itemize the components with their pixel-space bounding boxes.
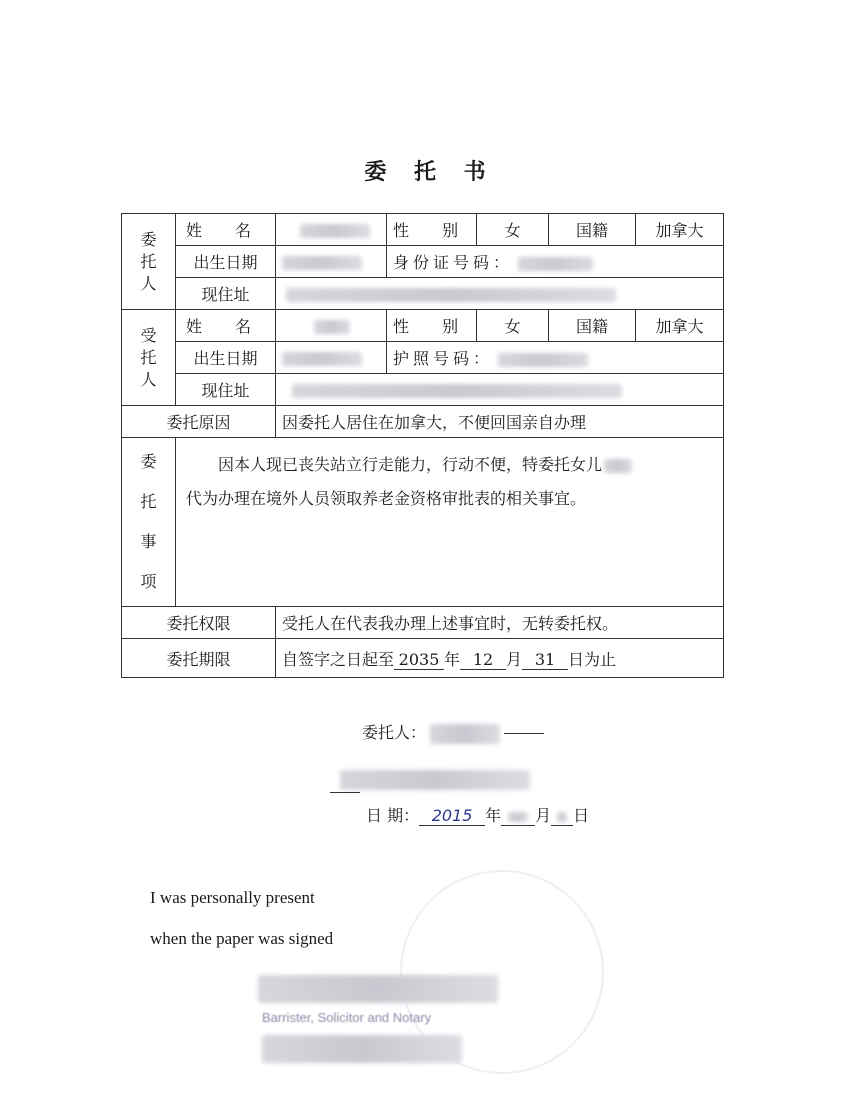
principal-row-address [122,278,724,310]
matter-row [122,438,724,607]
agent-row-name [122,310,724,342]
principal-nationality-value: 加拿大 [636,214,724,246]
matter-label: 委 托 事 项 [122,438,176,607]
agent-gender-value: 女 [477,310,549,342]
reason-label: 委托原因 [122,406,276,438]
notary-address-redacted [262,1035,462,1063]
agent-row-address [122,374,724,406]
authority-value: 受托人在代表我办理上述事宜时，无转委托权。 [276,607,724,639]
agent-address-label: 现住址 [176,374,276,406]
signature-date-year: 2015 [419,807,485,826]
principal-address-redacted [276,278,724,310]
agent-gender-label: 性 别 [387,310,477,342]
signature-underline [330,792,360,793]
principal-birth-label: 出生日期 [176,246,276,278]
notary-line-2: when the paper was signed [150,929,334,948]
principal-gender-value: 女 [477,214,549,246]
agent-passport-cell [387,342,724,374]
principal-row-birth [122,246,724,278]
agent-nationality-label: 国籍 [549,310,636,342]
period-row [122,639,724,678]
authority-row [122,607,724,639]
agent-birth-label: 出生日期 [176,342,276,374]
authorization-form-table [121,213,724,678]
agent-birth-redacted [276,342,387,374]
period-day: 31 [522,651,568,670]
agent-group-label: 受 托 人 [122,310,176,406]
principal-signature-label: 委托人： [362,723,427,742]
reason-row [122,406,724,438]
principal-birth-redacted [276,246,387,278]
notary-signature-redacted [258,975,498,1003]
period-value: 自签字之日起至 2035 年 12 月 31 日为止 [276,639,724,678]
principal-address-label: 现住址 [176,278,276,310]
agent-address-redacted [276,374,724,406]
notary-line-1: I was personally present [150,888,315,907]
authority-label: 委托权限 [122,607,276,639]
period-label: 委托期限 [122,639,276,678]
signature-date-label: 日 期： [366,806,420,825]
notary-title: Barrister, Solicitor and Notary [262,1010,432,1025]
signature-scribble-redacted [340,770,530,790]
matter-line-1: 因本人现已丧失站立行走能力，行动不便，特委托女儿 [186,448,713,482]
principal-gender-label: 性 别 [387,214,477,246]
period-month: 12 [460,651,506,670]
agent-name-redacted [276,310,387,342]
agent-name-label: 姓 名 [176,310,276,342]
matter-content [176,438,724,607]
principal-id-cell [387,246,724,278]
period-year: 2035 [394,651,444,670]
matter-line-2: 代为办理在境外人员领取养老金资格审批表的相关事宜。 [186,489,587,508]
principal-name-redacted [276,214,387,246]
agent-row-birth [122,342,724,374]
principal-nationality-label: 国籍 [549,214,636,246]
principal-group-label: 委 托 人 [122,214,176,310]
agent-passport-label: 护照号码： [393,349,494,368]
agent-nationality-value: 加拿大 [636,310,724,342]
principal-row-name [122,214,724,246]
principal-name-label: 姓 名 [176,214,276,246]
principal-id-label: 身份证号码： [393,253,514,272]
principal-signature-line [362,720,544,744]
signature-date-line: 日 期： 2015 年 月 日 [366,806,590,825]
reason-value: 因委托人居住在加拿大，不便回国亲自办理 [276,406,724,438]
document-title: 委 托 书 [364,159,496,185]
